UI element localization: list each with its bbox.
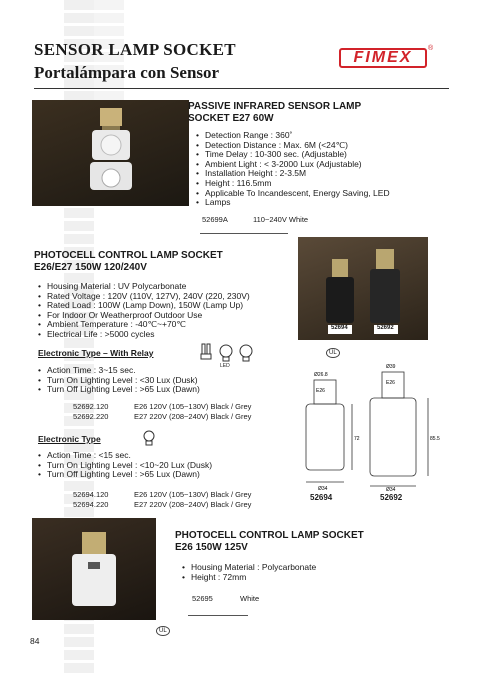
- spec-item: • Turn Off Lighting Level : >65 Lux (Dawn): [38, 470, 278, 480]
- photo-label-52694: 52694: [331, 325, 348, 331]
- spec-item: • Ambient Temperature : -40℃~+70℃: [38, 320, 298, 330]
- photo-label-52692: 52692: [377, 325, 394, 331]
- spec-item: • Housing Material : Polycarbonate: [182, 563, 402, 573]
- spec-item: • Turn Off Lighting Level : >65 Lux (Dawn): [38, 385, 278, 395]
- led-label: LED: [220, 363, 230, 369]
- spec-item: • Lamps: [196, 198, 436, 208]
- pir-sensor-photo: [32, 100, 189, 206]
- relay-code-1-desc: E26 120V (105~130V) Black / Grey: [134, 402, 252, 411]
- page-number: 84: [30, 636, 40, 646]
- electronic-specs: [38, 451, 278, 480]
- elec-code-2-desc: E27 220V (208~240V) Black / Grey: [134, 500, 252, 509]
- section1-heading-line1: PASSIVE INFRARED SENSOR LAMP: [188, 101, 362, 112]
- bulb-icon: [240, 345, 252, 361]
- dim-d4: E26: [386, 380, 395, 386]
- spec-item: • For Indoor Or Weatherproof Outdoor Use: [38, 311, 298, 321]
- section3-heading-line1: PHOTOCELL CONTROL LAMP SOCKET: [175, 530, 364, 541]
- elec-code-2: 52694.220: [73, 500, 109, 509]
- section3-code: 52695: [192, 594, 213, 603]
- spec-item: • Electrical Life : >5000 cycles: [38, 330, 298, 340]
- section1-code: 52699A: [202, 215, 228, 224]
- registered-mark: ®: [428, 45, 434, 52]
- spec-item: • Height : 72mm: [182, 573, 402, 583]
- relay-specs: [38, 366, 278, 395]
- photocell-125v-photo: [32, 518, 156, 620]
- dim-h1: 72: [354, 436, 360, 442]
- electronic-type-title: Electronic Type: [38, 434, 101, 444]
- dim-d1: Ø26.8: [314, 372, 328, 378]
- header-divider: [34, 88, 449, 89]
- section3-heading-line2: E26 150W 125V: [175, 542, 248, 553]
- elec-code-1-desc: E26 120V (105~130V) Black / Grey: [134, 490, 252, 499]
- white-photocell-socket-illustration: [32, 518, 156, 620]
- section2-specs: [38, 282, 298, 340]
- ul-mark-2: UL: [156, 626, 170, 636]
- spec-item: • Rated Voltage : 120V (110V, 127V), 240V (220, 230V): [38, 292, 298, 302]
- spec-item: • Ambient Light : < 3-2000 Lux (Adjustable): [196, 160, 436, 170]
- dim-b2: Ø34: [386, 487, 396, 493]
- section3-specs: [182, 563, 402, 582]
- brand-logo: FIMEX: [339, 48, 427, 68]
- spec-item: • Turn On Lighting Level : <10~20 Lux (Dusk): [38, 461, 278, 471]
- dim-b1: Ø34: [318, 486, 328, 492]
- spec-item: • Action Time : <15 sec.: [38, 451, 278, 461]
- drawing-label-52694: 52694: [310, 493, 333, 502]
- relay-code-2: 52692.220: [73, 412, 109, 421]
- dim-h2: 85.5: [430, 436, 440, 442]
- section3-heading: [175, 530, 364, 554]
- relay-type-title: Electronic Type – With Relay: [38, 348, 154, 358]
- section1-heading-line2: SOCKET E27 60W: [188, 113, 274, 124]
- dim-d3: Ø39: [386, 364, 396, 370]
- spec-item: • Turn On Lighting Level : <30 Lux (Dusk): [38, 376, 278, 386]
- spec-item: • Detection Distance : Max. 6M (<24℃): [196, 141, 436, 151]
- relay-code-1: 52692.120: [73, 402, 109, 411]
- ul-mark: UL: [326, 348, 340, 358]
- relay-code-2-desc: E27 220V (208~240V) Black / Grey: [134, 412, 252, 421]
- spec-item: • Action Time : 3~15 sec.: [38, 366, 278, 376]
- spec-item: • Applicable To Incandescent, Energy Saving, LED: [196, 189, 436, 199]
- pir-socket-illustration: [32, 100, 189, 206]
- spec-item: • Time Delay : 10-300 sec. (Adjustable): [196, 150, 436, 160]
- cfl-lamp-icon: [201, 344, 211, 359]
- elec-code-1: 52694.120: [73, 490, 109, 499]
- bulb-icon: [142, 430, 156, 446]
- section3-divider: [188, 615, 248, 616]
- section3-code-desc: White: [240, 594, 260, 603]
- technical-drawing: [300, 360, 440, 515]
- drawing-label-52692: 52692: [380, 493, 403, 502]
- spec-item: • Housing Material : UV Polycarbonate: [38, 282, 298, 292]
- title-spanish: Portalámpara con Sensor: [34, 63, 220, 82]
- section2-heading-line2: E26/E27 150W 120/240V: [34, 262, 147, 273]
- spec-item: • Installation Height : 2-3.5M: [196, 169, 436, 179]
- spec-item: • Rated Load : 100W (Lamp Down), 150W (Lamp Up): [38, 301, 298, 311]
- photocell-sockets-illustration: [298, 237, 428, 340]
- section1-code-desc: 110~240V White: [253, 215, 309, 224]
- section1-heading: [188, 101, 361, 125]
- section2-heading-line1: PHOTOCELL CONTROL LAMP SOCKET: [34, 250, 223, 261]
- spec-item: • Detection Range : 360˚: [196, 131, 436, 141]
- dim-d2: E26: [316, 388, 325, 394]
- section1-divider: [200, 233, 288, 234]
- section2-heading: [34, 250, 223, 274]
- section1-specs: [196, 131, 436, 208]
- title-english: SENSOR LAMP SOCKET: [34, 40, 236, 59]
- led-lamp-icon: [220, 345, 232, 361]
- spec-item: • Height : 116.5mm: [196, 179, 436, 189]
- photocell-photo: [298, 237, 428, 340]
